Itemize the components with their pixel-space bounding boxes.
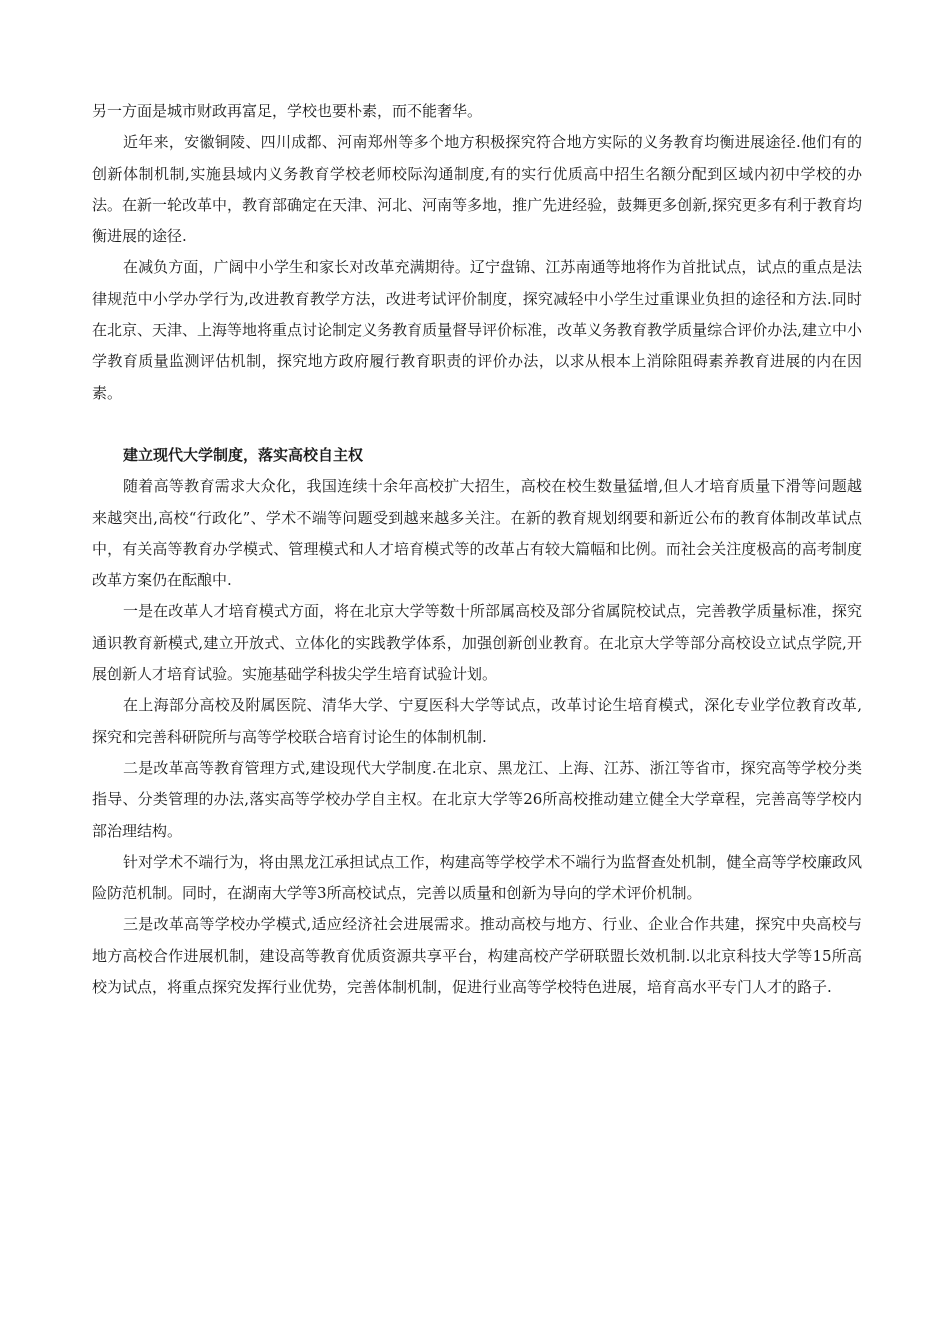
- paragraph: 针对学术不端行为，将由黑龙江承担试点工作，构建高等学校学术不端行为监督查处机制，健全高等学校廉政风险防范机制。同时，在湖南大学等3所高校试点，完善以质量和创新为导向的学术评价机制。: [92, 852, 862, 903]
- paragraph: 另一方面是城市财政再富足，学校也要朴素，而不能奢华。: [92, 102, 483, 120]
- paragraph: 随着高等教育需求大众化，我国连续十余年高校扩大招生，高校在校生数量猛增,但人才培育质量下滑等问题越来越突出,高校“行政化”、学术不端等问题受到越来越多关注。在新的教育规划纲要和新近公布的教育体制改革试点中，有关高等教育办学模式、管理模式和人才培育模式等的改革占有较大篇幅和比例。而社会关注度极高的高考制度改革方案仍在酝酿中.: [92, 477, 862, 590]
- document-body: [92, 96, 862, 1003]
- paragraph: 二是改革高等教育管理方式,建设现代大学制度.在北京、黑龙江、上海、江苏、浙江等省市，探究高等学校分类指导、分类管理的办法,落实高等学校办学自主权。在北京大学等26所高校推动建立健全大学章程，完善高等学校内部治理结构。: [92, 758, 862, 840]
- paragraph: 一是在改革人才培育模式方面，将在北京大学等数十所部属高校及部分省属院校试点，完善教学质量标准，探究通识教育新模式,建立开放式、立体化的实践教学体系，加强创新创业教育。在北京大学等部分高校设立试点学院,开展创新人才培育试验。实施基础学科拔尖学生培育试验计划。: [92, 602, 862, 684]
- paragraph: 三是改革高等学校办学模式,适应经济社会进展需求。推动高校与地方、行业、企业合作共建，探究中央高校与地方高校合作进展机制，建设高等教育优质资源共享平台，构建高校产学研联盟长效机制.以北京科技大学等15所高校为试点，将重点探究发挥行业优势，完善体制机制，促进行业高等学校特色进展，培育高水平专门人才的路子.: [92, 915, 862, 997]
- section-heading: 建立现代大学制度，落实高校自主权: [123, 445, 364, 464]
- paragraph: 在减负方面，广阔中小学生和家长对改革充满期待。辽宁盘锦、江苏南通等地将作为首批试点，试点的重点是法律规范中小学办学行为,改进教育教学方法，改进考试评价制度，探究减轻中小学生过重课业负担的途径和方法.同时在北京、天津、上海等地将重点讨论制定义务教育质量督导评价标准，改革义务教育教学质量综合评价办法,建立中小学教育质量监测评估机制，探究地方政府履行教育职责的评价办法，以求从根本上消除阻碍素养教育进展的内在因素。: [92, 258, 862, 402]
- paragraph: 在上海部分高校及附属医院、清华大学、宁夏医科大学等试点，改革讨论生培育模式，深化专业学位教育改革,探究和完善科研院所与高等学校联合培育讨论生的体制机制.: [92, 696, 862, 746]
- paragraph: 近年来，安徽铜陵、四川成都、河南郑州等多个地方积极探究符合地方实际的义务教育均衡进展途径.他们有的创新体制机制,实施县域内义务教育学校老师校际沟通制度,有的实行优质高中招生名额分配到区域内初中学校的办法。在新一轮改革中，教育部确定在天津、河北、河南等多地，推广先进经验，鼓舞更多创新,探究更多有利于教育均衡进展的途径.: [92, 133, 862, 246]
